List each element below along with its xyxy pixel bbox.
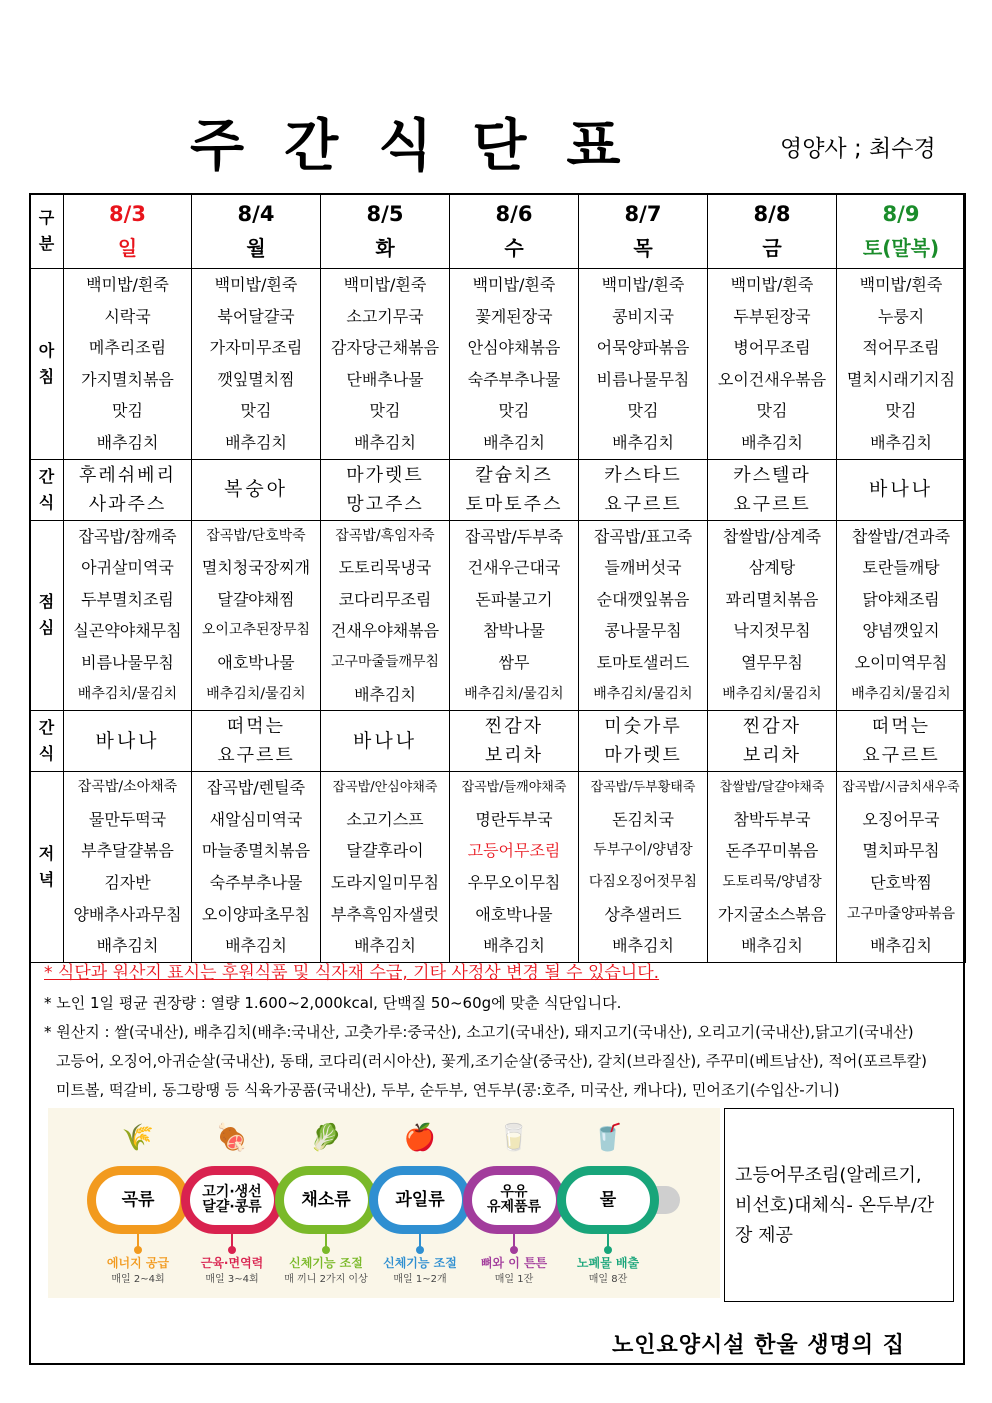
menu-item: 오징어무국	[862, 809, 940, 829]
menu-item: 배추김치/물김치	[851, 685, 951, 702]
snack-item: 미숫가루	[604, 716, 682, 738]
weekday-label: 월	[246, 236, 266, 260]
notes	[44, 958, 954, 1105]
origin-notice: * 원산지 : 쌀(국내산), 배추김치(배추:국내산, 고춧가루:중국산), 소고기(국내산), 돼지고기(국내산), 오리고기(국내산),닭고기(국내산)	[44, 1023, 914, 1041]
menu-item: 잡곡밥/표고죽	[593, 526, 693, 546]
milk-icon: 🥛	[497, 1123, 531, 1153]
menu-item: 맛김	[240, 401, 272, 421]
menu-item: 고구마줄들깨무침	[330, 653, 440, 670]
food-group-2: 채소류	[275, 1166, 377, 1234]
menu-item: 배추김치	[741, 432, 803, 452]
snack-item: 토마토주스	[465, 493, 563, 515]
menu-item: 배추김치	[483, 432, 545, 452]
menu-item: 참박두부국	[733, 809, 811, 829]
meat-icon: 🍖	[215, 1123, 249, 1153]
connector-dot	[322, 1246, 330, 1254]
menu-item: 참박나물	[483, 621, 545, 641]
menu-item: 맛김	[885, 401, 917, 421]
menu-item: 가지멸치볶음	[81, 369, 174, 389]
menu-item: 배추김치	[483, 936, 545, 956]
menu-item: 우무오이무침	[467, 872, 561, 892]
food-group-role: 신체기능 조절	[289, 1256, 363, 1270]
food-group-frequency: 매 끼니 2가지 이상	[284, 1274, 368, 1285]
snack-morning-row-cat-char: 간	[38, 466, 55, 486]
weekday-label: 목	[633, 236, 653, 260]
snack-item: 복숭아	[223, 478, 289, 501]
menu-item: 찹쌀밥/견과죽	[851, 526, 951, 546]
snack-item: 망고주스	[346, 493, 424, 515]
menu-item: 다짐오징어젓무침	[588, 873, 698, 890]
menu-item: 맛김	[112, 401, 143, 421]
date-label: 8/7	[624, 202, 662, 226]
menu-item: 돈김치국	[612, 809, 674, 829]
alternative-meal-note: 고등어무조림(알레르기, 비선호)대체식- 온두부/간장 제공	[724, 1108, 954, 1302]
header-label-bun: 분	[38, 234, 55, 253]
menu-item: 오이건새우볶음	[717, 369, 827, 389]
connector-dot	[510, 1246, 518, 1254]
menu-item: 비름나물무침	[596, 369, 690, 389]
snack-item: 찐감자	[484, 716, 544, 738]
food-group-role: 뼈와 이 튼튼	[480, 1256, 548, 1270]
menu-item: 단배추나물	[346, 369, 424, 389]
snack-item: 찐감자	[742, 716, 802, 738]
menu-item: 메추리조림	[88, 338, 167, 358]
date-label: 8/3	[109, 202, 146, 226]
menu-item: 낙지젓무침	[733, 621, 811, 641]
menu-item: 백미밥/흰죽	[472, 275, 556, 294]
menu-item: 안심야채볶음	[467, 338, 561, 358]
menu-item: 잡곡밥/두부죽	[464, 526, 564, 546]
change-notice: * 식단과 원산지 표시는 후원식품 및 식자재 수급, 기타 사정상 변경 될 수 있습니다.	[44, 963, 660, 983]
menu-item: 찹쌀밥/삼계죽	[722, 526, 822, 546]
menu-item: 도토리묵/양념장	[722, 873, 822, 890]
menu-item: 잡곡밥/흑임자죽	[335, 527, 435, 544]
connector-dot	[604, 1246, 612, 1254]
food-group-role: 노폐물 배출	[576, 1256, 640, 1270]
menu-item: 잡곡밥/단호박죽	[206, 527, 306, 544]
menu-item: 부추흑임자샐럿	[330, 904, 440, 924]
menu-item: 도라지일미무침	[330, 872, 440, 892]
menu-item: 맛김	[369, 401, 401, 421]
menu-item: 열무무침	[741, 652, 803, 672]
menu-item: 배추김치/물김치	[206, 685, 306, 702]
menu-item: 배추김치	[612, 432, 674, 452]
snack-morning-row-cat-char: 식	[38, 492, 55, 512]
date-label: 8/6	[495, 202, 533, 226]
menu-item: 두부된장국	[733, 306, 811, 326]
menu-item: 멸치시래기지짐	[846, 369, 956, 389]
menu-item: 명란두부국	[475, 809, 553, 829]
dinner-row-cat-char: 녁	[38, 869, 55, 889]
food-group-frequency: 매일 2~4회	[111, 1274, 165, 1285]
water-icon: 🥤	[591, 1123, 625, 1153]
menu-item: 콩나물무침	[604, 621, 682, 641]
weekday-label: 수	[504, 236, 524, 260]
food-group-role: 근육·면역력	[200, 1256, 264, 1270]
weekday-label: 토(말복)	[862, 236, 940, 260]
nutritionist-label: 영양사 ; 최수경	[780, 136, 936, 162]
grain-icon: 🌾	[121, 1123, 155, 1153]
food-group-role: 에너지 공급	[106, 1256, 170, 1270]
menu-item: 아귀살미역국	[81, 558, 174, 578]
snack-item: 요구르트	[217, 745, 295, 767]
menu-item: 배추김치	[354, 684, 416, 704]
origin-notice-line2: 고등어, 오징어,아귀순살(국내산), 동태, 코다리(러시아산), 꽃게,조기순살(중국산), 갈치(브라질산), 주꾸미(베트남산), 적어(포르투칼)	[56, 1052, 928, 1070]
menu-item: 시락국	[104, 306, 151, 326]
menu-item: 배추김치	[612, 936, 674, 956]
weekday-label: 일	[117, 236, 138, 260]
breakfast-row-cat-char: 아	[38, 340, 55, 360]
menu-item: 적어무조림	[862, 338, 940, 358]
menu-item: 두부멸치조림	[81, 589, 174, 609]
facility-name: 노인요양시설 한울 생명의 집	[612, 1333, 906, 1358]
snack-item: 사과주스	[88, 493, 167, 515]
menu-item: 어묵양파볶음	[596, 338, 690, 358]
menu-item: 감자당근채볶음	[330, 338, 440, 358]
food-group-role: 신체기능 조절	[383, 1256, 457, 1270]
date-label: 8/9	[882, 202, 920, 226]
snack-item: 칼슘치즈	[475, 464, 553, 486]
menu-item: 배추김치/물김치	[77, 685, 178, 702]
menu-item: 배추김치	[96, 936, 159, 956]
snack-item: 요구르트	[862, 745, 940, 767]
menu-item: 맛김	[627, 401, 659, 421]
snack-afternoon-row-cat-char: 간	[38, 718, 55, 738]
menu-item: 배추김치	[741, 936, 803, 956]
menu-item: 오이고추된장무침	[201, 622, 311, 639]
menu-item: 고등어무조림	[467, 841, 561, 861]
weekday-label: 금	[762, 236, 782, 260]
menu-item: 잡곡밥/두부황태죽	[590, 780, 696, 796]
lunch-row-cat-char: 심	[38, 618, 55, 638]
menu-item: 두부구이/양념장	[593, 842, 693, 859]
fruit-icon: 🍎	[403, 1123, 437, 1153]
snack-item: 카스텔라	[733, 464, 811, 486]
menu-item: 배추김치	[354, 936, 416, 956]
menu-item: 누룽지	[877, 306, 925, 326]
snack-item: 바나나	[95, 729, 160, 752]
menu-item: 김자반	[104, 872, 151, 892]
food-group-frequency: 매일 1잔	[494, 1274, 534, 1285]
menu-item: 멸치청국장찌개	[201, 558, 311, 578]
connector-dot	[134, 1246, 142, 1254]
snack-item: 보리차	[484, 745, 544, 767]
snack-item: 떠먹는	[226, 716, 286, 738]
menu-item: 가지굴소스볶음	[717, 904, 827, 924]
menu-item: 건새우근대국	[467, 558, 561, 578]
menu-item: 숙주부추나물	[467, 369, 561, 389]
menu-item: 배추김치	[225, 936, 287, 956]
menu-item: 맛김	[498, 401, 530, 421]
menu-item: 애호박나물	[217, 652, 295, 672]
food-group-1: 고기·생선 달걀·콩류	[181, 1166, 283, 1234]
snack-item: 요구르트	[733, 493, 811, 515]
header-label-gu: 구	[38, 208, 55, 227]
menu-item: 배추김치/물김치	[464, 685, 564, 702]
menu-item: 멸치파무침	[862, 841, 940, 861]
menu-item: 순대깻잎볶음	[596, 589, 690, 609]
menu-item: 잡곡밥/들깨야채죽	[461, 780, 567, 796]
menu-item: 찹쌀밥/달걀야채죽	[719, 780, 825, 796]
weekday-label: 화	[375, 236, 395, 260]
menu-item: 토마토샐러드	[596, 652, 690, 672]
menu-item: 콩비지국	[612, 306, 674, 326]
date-label: 8/8	[753, 202, 791, 226]
menu-item: 잡곡밥/소아채죽	[77, 779, 178, 796]
menu-item: 맛김	[756, 401, 788, 421]
menu-item: 배추김치	[96, 432, 159, 452]
menu-item: 백미밥/흰죽	[859, 275, 943, 294]
snack-item: 카스타드	[604, 464, 682, 486]
menu-item: 양념깻잎지	[862, 621, 940, 641]
menu-item: 달걀후라이	[346, 841, 424, 861]
menu-item: 소고기스프	[346, 809, 424, 829]
menu-item: 북어달걀국	[217, 306, 295, 326]
nutrition-notice: * 노인 1일 평균 권장량 : 열량 1.600~2,000kcal, 단백질 50~60g에 맞춘 식단입니다.	[44, 994, 622, 1012]
origin-notice-line3: 미트볼, 떡갈비, 동그랑땡 등 식육가공품(국내산), 두부, 순두부, 연두부(콩:호주, 미국산, 캐나다), 민어조기(수입산-기니)	[56, 1081, 840, 1099]
menu-item: 잡곡밥/참깨죽	[78, 526, 177, 546]
menu-item: 삼계탕	[748, 558, 796, 578]
menu-item: 꽈리멸치볶음	[725, 589, 819, 609]
vegetable-icon: 🥬	[309, 1123, 343, 1153]
menu-item: 오이양파초무침	[201, 904, 311, 924]
snack-item: 떠먹는	[871, 716, 931, 738]
menu-item: 배추김치	[225, 432, 287, 452]
food-group-3: 과일류	[369, 1166, 471, 1234]
menu-item: 배추김치/물김치	[722, 685, 822, 702]
menu-item: 숙주부추나물	[209, 872, 303, 892]
menu-item: 마늘종멸치볶음	[201, 841, 311, 861]
menu-item: 꽃게된장국	[475, 306, 553, 326]
menu-item: 달걀야채찜	[217, 589, 295, 609]
menu-item: 가자미무조림	[209, 338, 303, 358]
menu-item: 고구마줄양파볶음	[846, 905, 956, 922]
date-label: 8/5	[366, 202, 404, 226]
snack-item: 후레쉬베리	[79, 464, 176, 486]
menu-item: 쌈무	[498, 652, 530, 672]
menu-item: 오이미역무침	[854, 652, 948, 672]
menu-item: 잡곡밥/렌틸죽	[206, 778, 306, 798]
food-group-5: 물	[557, 1166, 659, 1234]
menu-item: 배추김치	[354, 432, 416, 452]
page-title: 주간식단표	[190, 114, 661, 179]
date-label: 8/4	[237, 202, 275, 226]
menu-item: 새알심미역국	[209, 809, 303, 829]
menu-item: 백미밥/흰죽	[343, 275, 427, 294]
menu-item: 깻잎멸치찜	[217, 369, 295, 389]
snack-item: 바나나	[868, 478, 934, 501]
menu-item: 백미밥/흰죽	[601, 275, 685, 294]
menu-item: 부추달걀볶음	[81, 841, 174, 861]
menu-item: 잡곡밥/안심야채죽	[332, 780, 438, 796]
menu-item: 돈주꾸미볶음	[725, 841, 819, 861]
food-group-infographic	[48, 1108, 720, 1298]
menu-item: 물만두떡국	[88, 809, 167, 829]
menu-item: 토란들깨탕	[862, 558, 940, 578]
food-group-frequency: 매일 1~2개	[393, 1274, 447, 1285]
menu-item: 백미밥/흰죽	[214, 275, 298, 294]
lunch-row-cat-char: 점	[38, 592, 55, 612]
food-group-4: 우유 유제품류	[463, 1166, 565, 1234]
snack-item: 마가렛트	[604, 745, 682, 767]
snack-item: 요구르트	[604, 493, 682, 515]
food-group-frequency: 매일 8잔	[588, 1274, 628, 1285]
dinner-row-cat-char: 저	[38, 843, 55, 863]
breakfast-row-cat-char: 침	[38, 366, 55, 386]
menu-item: 백미밥/흰죽	[86, 275, 169, 294]
menu-item: 닭야채조림	[862, 589, 940, 609]
menu-item: 돈파불고기	[475, 589, 553, 609]
menu-item: 비름나물무침	[81, 652, 174, 672]
menu-item: 소고기무국	[346, 306, 424, 326]
menu-item: 도토리묵냉국	[338, 558, 432, 578]
menu-item: 배추김치	[870, 936, 932, 956]
connector-dot	[228, 1246, 236, 1254]
snack-item: 마가렛트	[346, 464, 424, 486]
menu-item: 단호박찜	[870, 872, 932, 892]
snack-afternoon-row-cat-char: 식	[38, 744, 55, 764]
menu-item: 병어무조림	[733, 338, 811, 358]
food-group-0: 곡류	[87, 1166, 189, 1234]
menu-item: 건새우야채볶음	[330, 621, 440, 641]
menu-item: 배추김치	[870, 432, 932, 452]
snack-item: 보리차	[742, 745, 802, 767]
menu-item: 애호박나물	[475, 904, 553, 924]
menu-item: 양배추사과무침	[73, 904, 182, 924]
menu-item: 배추김치/물김치	[593, 685, 693, 702]
menu-item: 들깨버섯국	[604, 558, 682, 578]
food-group-frequency: 매일 3~4회	[205, 1274, 259, 1285]
menu-item: 코다리무조림	[338, 589, 432, 609]
connector-dot	[416, 1246, 424, 1254]
menu-item: 실곤약야채무침	[73, 621, 182, 641]
menu-item: 상추샐러드	[604, 904, 682, 924]
menu-item: 잡곡밥/시금치새우죽	[842, 780, 960, 796]
snack-item: 바나나	[352, 729, 418, 752]
menu-item: 백미밥/흰죽	[730, 275, 814, 294]
